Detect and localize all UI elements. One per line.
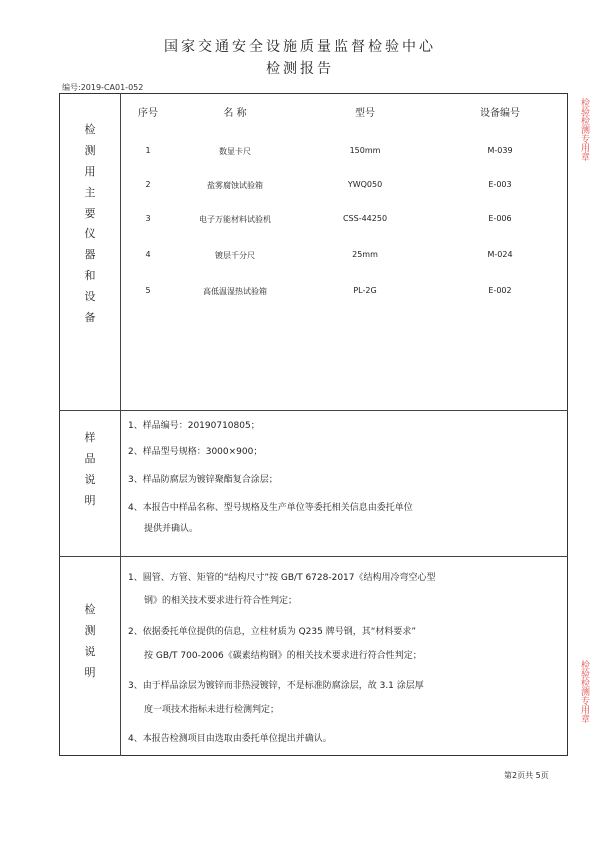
row-id: M-024 (487, 250, 513, 259)
test-note: 3、由于样品涂层为镀锌而非热浸镀锌，不是标准防腐涂层，故 3.1 涂层厚 (128, 681, 424, 691)
sample-note: 1、样品编号：20190710805； (128, 421, 260, 431)
row-no: 3 (145, 214, 151, 223)
label-char: 品 (84, 451, 96, 465)
label-char: 检 (84, 603, 96, 616)
label-char: 检 (84, 123, 96, 136)
sample-note: 提供并确认。 (144, 524, 199, 534)
sample-note: 4、本报告中样品名称、型号规格及生产单位等委托相关信息由委托单位 (128, 503, 413, 513)
row-name: 盐雾腐蚀试验箱 (207, 181, 263, 190)
section-divider-2 (59, 556, 568, 557)
label-char: 主 (84, 185, 96, 199)
test-note: 2、依据委托单位提供的信息，立柱材质为 Q235 牌号钢，其“材料要求” (128, 627, 417, 637)
col-header-name: 名 称 (223, 108, 247, 119)
row-model: YWQ050 (347, 180, 383, 189)
test-note: 钢》的相关技术要求进行符合性判定； (144, 596, 298, 606)
label-char: 测 (84, 623, 96, 637)
row-name: 数显卡尺 (219, 147, 251, 156)
label-char: 仪 (84, 227, 96, 241)
row-model: CSS-44250 (342, 214, 388, 223)
row-no: 1 (145, 146, 151, 155)
org-title: 国家交通安全设施质量监督检验中心 (164, 39, 436, 55)
page-number: 第2页共 5页 (504, 771, 549, 780)
label-char: 样 (84, 431, 96, 444)
label-char: 明 (84, 665, 96, 679)
row-no: 5 (145, 286, 151, 295)
test-note: 4、本报告检测项目由选取由委托单位提出并确认。 (128, 734, 332, 744)
row-model: PL-2G (353, 286, 377, 295)
red-seal-stamp: 检验检测专用章 (579, 660, 589, 723)
label-char: 要 (84, 206, 96, 220)
label-char: 说 (84, 644, 96, 658)
label-char: 设 (84, 290, 96, 304)
label-char: 测 (84, 143, 96, 157)
test-note: 按 GB/T 700-2006《碳素结构钢》的相关技术要求进行符合性判定； (144, 651, 422, 661)
row-id: E-006 (488, 214, 512, 223)
label-char: 说 (84, 472, 96, 486)
row-id: E-002 (488, 286, 512, 295)
label-char: 器 (84, 248, 96, 262)
row-model: 25mm (352, 250, 378, 259)
test-note: 度一项技术指标未进行检测判定； (144, 705, 280, 715)
col-header-model: 型号 (355, 108, 375, 119)
label-char: 明 (84, 493, 96, 507)
document-number: 编号:2019-CA01-052 (62, 83, 144, 92)
row-no: 2 (145, 180, 151, 189)
label-char: 用 (84, 164, 96, 178)
label-char: 和 (84, 269, 96, 283)
red-seal-stamp: 检验检测专用章 (579, 98, 589, 161)
label-char: 备 (84, 311, 96, 325)
row-model: 150mm (349, 146, 381, 155)
row-id: M-039 (487, 146, 513, 155)
sample-section-label (60, 428, 120, 512)
test-note: 1、圆管、方管、矩管的“结构尺寸”按 GB/T 6728-2017《结构用冷弯空心型 (128, 573, 436, 583)
label-column-divider (120, 93, 121, 756)
row-name: 镀层千分尺 (215, 251, 255, 260)
report-title: 检测报告 (266, 61, 334, 77)
col-header-id: 设备编号 (480, 108, 520, 119)
test-section-label (60, 600, 120, 684)
sample-note: 3、样品防腐层为镀锌聚酯复合涂层； (128, 475, 278, 485)
col-header-no: 序号 (138, 108, 158, 119)
row-id: E-003 (488, 180, 512, 189)
sample-note: 2、样品型号规格：3000×900； (128, 447, 263, 457)
row-name: 高低温湿热试验箱 (203, 287, 267, 296)
section-divider-1 (59, 410, 568, 411)
row-name: 电子万能材料试验机 (199, 215, 271, 224)
equipment-section-label (60, 120, 120, 329)
row-no: 4 (145, 250, 151, 259)
